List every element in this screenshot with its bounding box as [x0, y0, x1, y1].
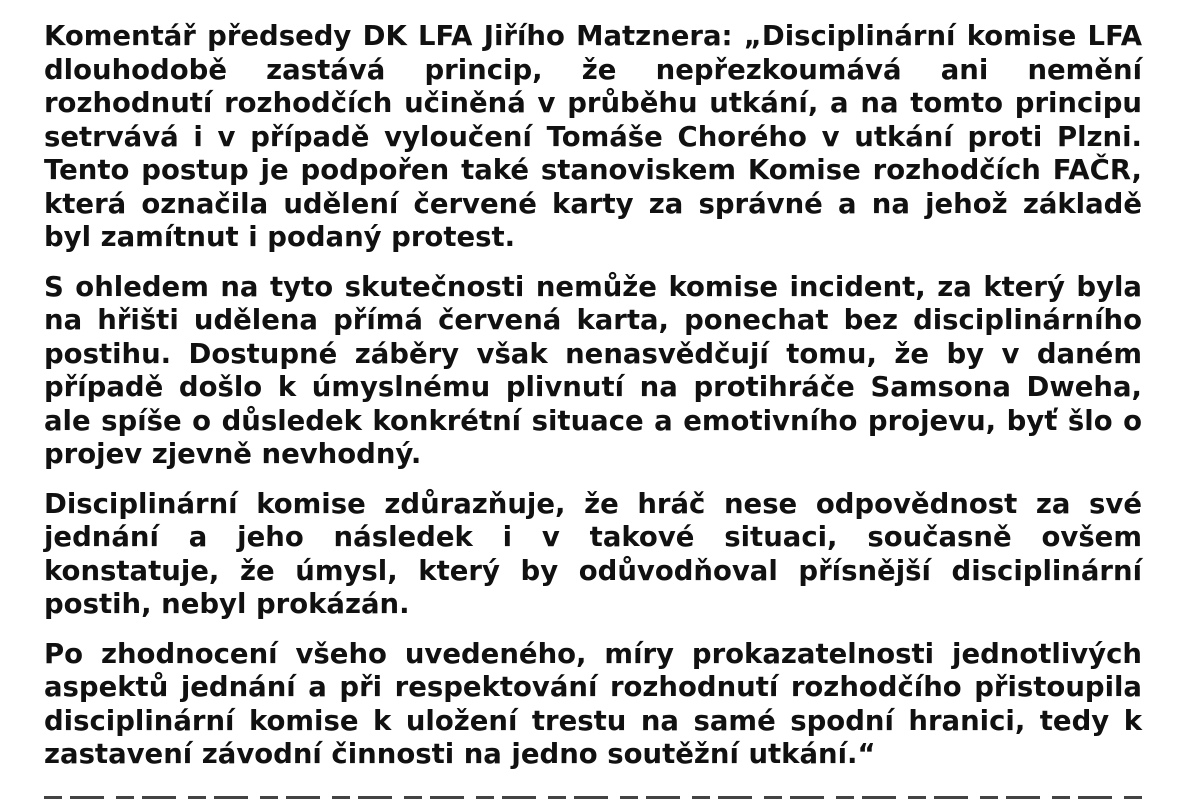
paragraph-decision: Po zhodnocení všeho uvedeného, míry prokazatelnosti jednotlivých aspektů jednání a při respektování rozhodnutí rozhodčího přistoupila disciplinární komise k uložení trestu na samé spodní hranici, tedy k zastavení závodní činnosti na jedno soutěžní utkání.“	[44, 637, 1142, 770]
document-body	[44, 20, 1142, 788]
paragraph-circumstances: S ohledem na tyto skutečnosti nemůže komise incident, za který byla na hřišti udělena přímá červená karta, ponechat bez disciplinárního postihu. Dostupné záběry však nenasvědčují tomu, že by v daném případě došlo k úmyslnému plivnutí na protihráče Samsona Dweha, ale spíše o důsledek konkrétní situace a emotivního projevu, byť šlo o projev zjevně nevhodný.	[44, 270, 1142, 470]
cut-off-text-fragment	[44, 796, 1142, 799]
paragraph-responsibility: Disciplinární komise zdůrazňuje, že hráč nese odpovědnost za své jednání a jeho následek i v takové situaci, současně ovšem konstatuje, že úmysl, který by odůvodňoval přísnější disciplinární postih, nebyl prokázán.	[44, 487, 1142, 620]
paragraph-comment: Komentář předsedy DK LFA Jiřího Matznera: „Disciplinární komise LFA dlouhodobě zastává princip, že nepřezkoumává ani nemění rozhodnutí rozhodčích učiněná v průběhu utkání, a na tomto principu setrvává i v případě vyloučení Tomáše Chorého v utkání proti Plzni. Tento postup je podpořen také stanoviskem Komise rozhodčích FAČR, která označila udělení červené karty za správné a na jehož základě byl zamítnut i podaný protest.	[44, 20, 1142, 253]
truncated-next-line	[44, 788, 1142, 802]
